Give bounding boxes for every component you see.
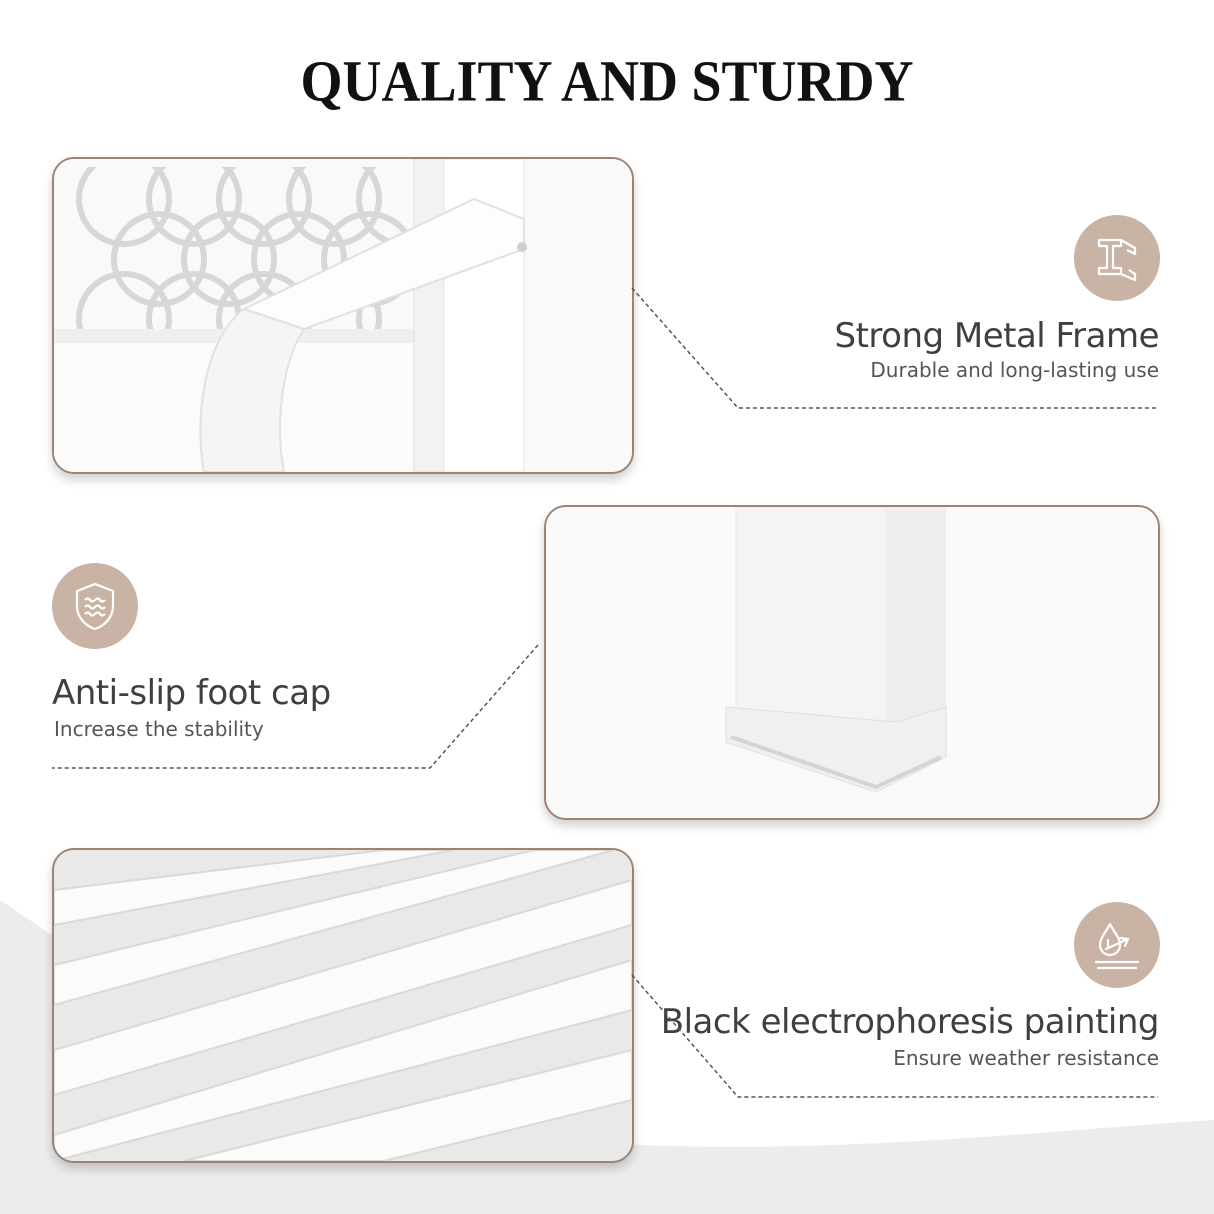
frame-closeup-image (54, 159, 632, 472)
seat-slats-image (54, 850, 632, 1161)
foot-cap-image (546, 507, 1158, 818)
steel-beam-icon (1091, 232, 1143, 284)
feature-icon-circle-1 (1074, 215, 1160, 301)
feature-title-2: Anti-slip foot cap (52, 673, 331, 713)
feature-subtitle-1: Durable and long-lasting use (870, 358, 1159, 382)
seat-slats-panel (52, 848, 634, 1163)
foot-cap-panel (544, 505, 1160, 820)
water-drop-repel-icon (1090, 918, 1144, 972)
frame-closeup-panel (52, 157, 634, 474)
feature-title-3: Black electrophoresis painting (660, 1002, 1159, 1042)
page-title: QUALITY AND STURDY (300, 48, 914, 114)
feature-icon-circle-3 (1074, 902, 1160, 988)
feature-subtitle-2: Increase the stability (54, 717, 264, 741)
feature-subtitle-3: Ensure weather resistance (893, 1046, 1159, 1070)
feature-title-1: Strong Metal Frame (834, 316, 1159, 356)
feature-icon-circle-2 (52, 563, 138, 649)
shield-waves-icon (71, 580, 119, 632)
